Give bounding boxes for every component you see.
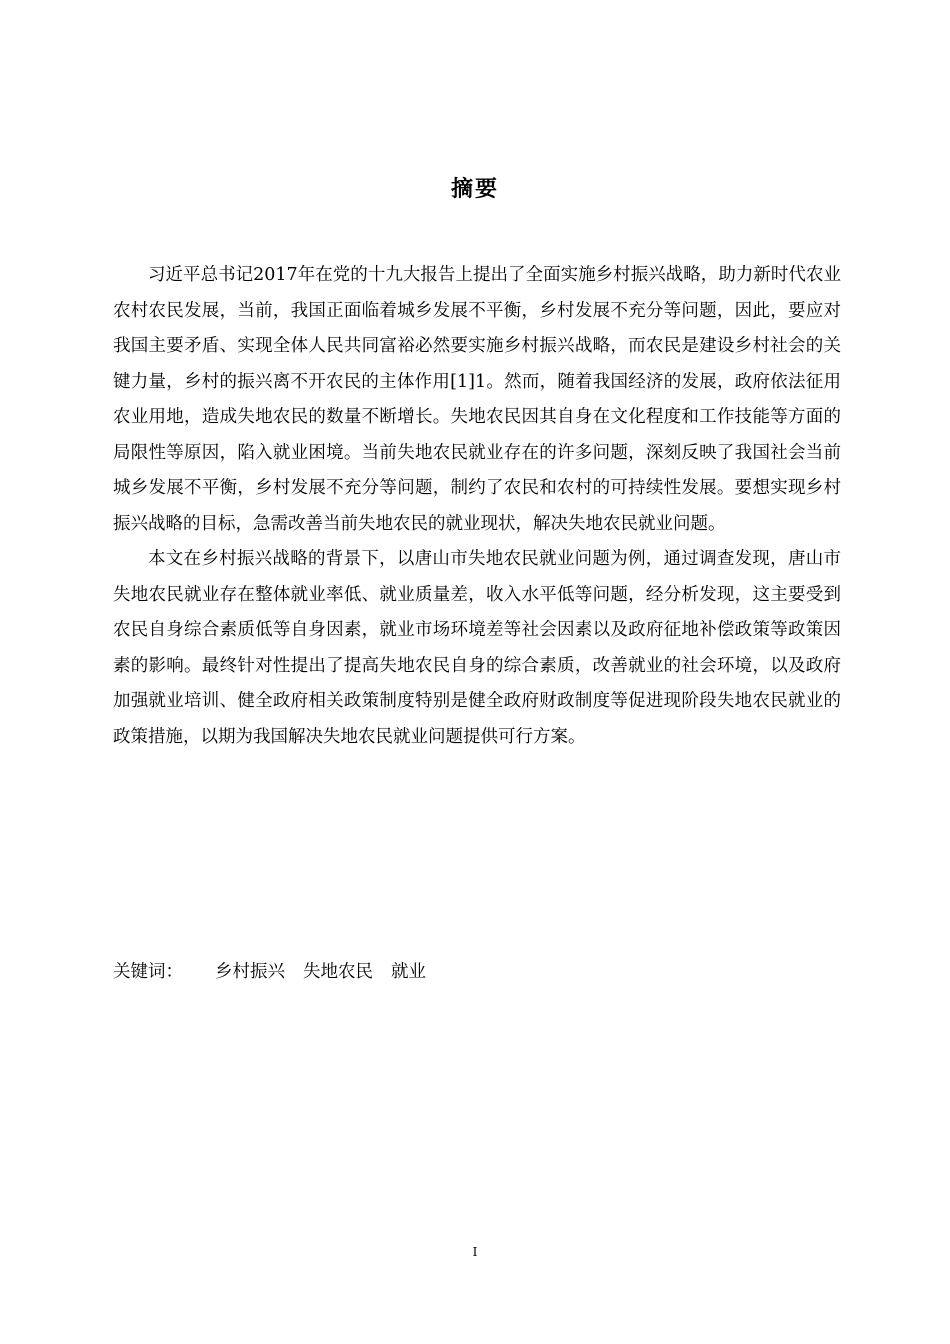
keywords-line [113,957,841,987]
abstract-paragraph-2: 本文在乡村振兴战略的背景下，以唐山市失地农民就业问题为例，通过调查发现，唐山市失地农民就业存在整体就业率低、就业质量差，收入水平低等问题，经分析发现，这主要受到农民自身综合素质低等自身因素，就业市场环境差等社会因素以及政府征地补偿政策等政策因素的影响。最终针对性提出了提高失地农民自身的综合素质，改善就业的社会环境，以及政府加强就业培训、健全政府相关政策制度特别是健全政府财政制度等促进现阶段失地农民就业的政策措施，以期为我国解决失地农民就业问题提供可行方案。 [113,549,841,747]
keyword-item: 失地农民 [303,962,373,982]
abstract-body [113,258,841,755]
abstract-paragraph-1: 习近平总书记2017年在党的十九大报告上提出了全面实施乡村振兴战略，助力新时代农业农村农民发展，当前，我国正面临着城乡发展不平衡，乡村发展不充分等问题，因此，要应对我国主要矛盾、实现全体人民共同富裕必然要实施乡村振兴战略，而农民是建设乡村社会的关键力量，乡村的振兴离不开农民的主体作用[1]1。然而，随着我国经济的发展，政府依法征用农业用地，造成失地农民的数量不断增长。失地农民因其自身在文化程度和工作技能等方面的局限性等原因，陷入就业困境。当前失地农民就业存在的许多问题，深刻反映了我国社会当前城乡发展不平衡，乡村发展不充分等问题，制约了农民和农村的可持续性发展。要想实现乡村振兴战略的目标，急需改善当前失地农民的就业现状，解决失地农民就业问题。 [113,265,841,534]
keyword-item: 就业 [391,962,426,982]
keywords-label: 关键词： [113,962,183,982]
page-number: I [472,1245,478,1259]
abstract-title: 摘要 [450,177,499,202]
keyword-item: 乡村振兴 [215,962,285,982]
